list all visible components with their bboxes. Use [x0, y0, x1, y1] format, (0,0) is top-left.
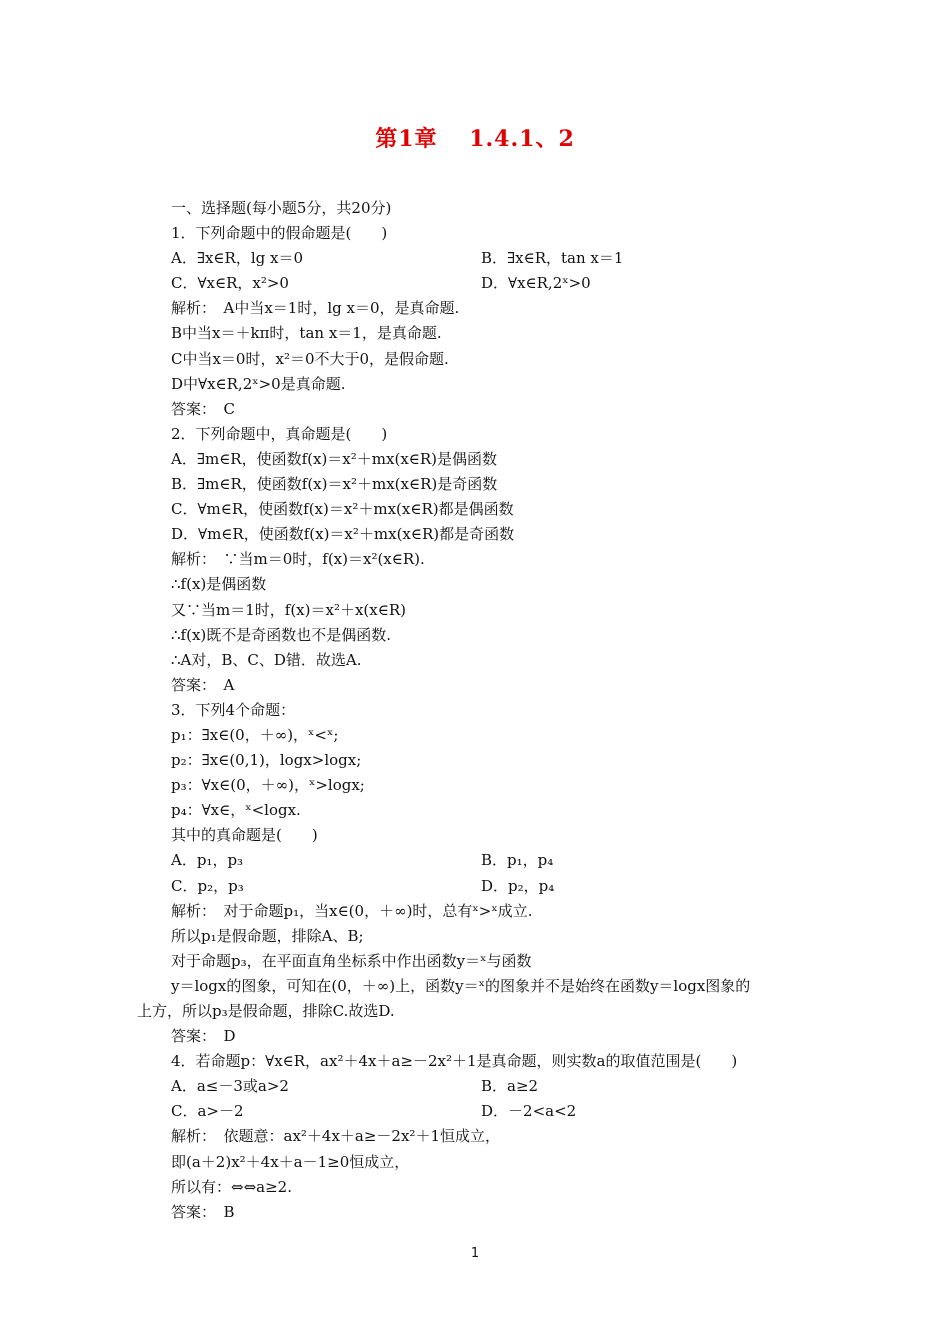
q2-option-a: A．∃m∈R，使函数f(x)＝x²＋mx(x∈R)是偶函数 [171, 449, 498, 468]
q3-proposition-p3: p₃：∀x∈(0，＋∞)，ˣ>logx; [171, 776, 365, 795]
q1-option-c: C．∀x∈R，x²>0 [171, 274, 289, 293]
q3-question: 其中的真命题是( ) [171, 826, 318, 845]
q1-option-d: D．∀x∈R,2ˣ>0 [481, 274, 591, 293]
q4-stem: 4．若命题p：∀x∈R，ax²＋4x＋a≥－2x²＋1是真命题，则实数a的取值范围是( ) [171, 1052, 738, 1071]
q1-answer: 答案： C [171, 399, 235, 418]
q1-solution-3: C中当x＝0时，x²＝0不大于0，是假命题. [171, 349, 449, 368]
q3-solution-4b: 上方，所以p₃是假命题，排除C.故选D. [137, 1002, 395, 1020]
q4-option-c: C．a>－2 [171, 1102, 244, 1121]
q3-solution-1: 解析： 对于命题p₁，当x∈(0，＋∞)时，总有ˣ>ˣ成立. [171, 901, 533, 920]
q2-solution-4: ∴f(x)既不是奇函数也不是偶函数. [171, 625, 392, 644]
section-heading: 一、选择题(每小题5分，共20分) [171, 199, 392, 217]
q4-options-cd [137, 1099, 817, 1124]
q1-solution-1: 解析： A中当x＝1时，lg x＝0，是真命题. [171, 299, 460, 318]
q3-stem: 3．下列4个命题： [171, 700, 296, 719]
page-number: 1 [470, 1246, 480, 1261]
q3-solution-2: 所以p₁是假命题，排除A、B; [171, 926, 364, 945]
q3-option-c: C．p₂，p₃ [171, 876, 244, 895]
q4-solution-1: 解析： 依题意：ax²＋4x＋a≥－2x²＋1恒成立， [171, 1127, 500, 1146]
q4-option-b: B．a≥2 [481, 1077, 539, 1096]
q4-option-d: D．－2<a<2 [481, 1102, 577, 1121]
q3-proposition-p4: p₄：∀x∈，ˣ<logx. [171, 801, 301, 820]
q2-option-c: C．∀m∈R，使函数f(x)＝x²＋mx(x∈R)都是偶函数 [171, 500, 514, 519]
q1-solution-2: B中当x＝＋kπ时，tan x＝1，是真命题. [171, 324, 442, 343]
q3-option-b: B．p₁，p₄ [481, 851, 554, 870]
q1-solution-4: D中∀x∈R,2ˣ>0是真命题. [171, 374, 346, 393]
page-title: 第1章 1.4.1、2 [375, 126, 575, 152]
q3-answer: 答案： D [171, 1027, 236, 1046]
q2-option-b: B．∃m∈R，使函数f(x)＝x²＋mx(x∈R)是奇函数 [171, 475, 498, 494]
document-body [137, 196, 817, 1225]
q1-options-cd [137, 271, 817, 296]
q3-options-ab [137, 848, 817, 873]
q1-options-ab [137, 246, 817, 271]
q2-solution-3: 又∵当m＝1时，f(x)＝x²＋x(x∈R) [171, 600, 406, 619]
q2-stem: 2．下列命题中，真命题是( ) [171, 424, 388, 443]
q4-answer: 答案： B [171, 1202, 235, 1221]
q2-solution-5: ∴A对，B、C、D错．故选A. [171, 650, 362, 669]
q3-proposition-p1: p₁：∃x∈(0，＋∞)，ˣ<ˣ; [171, 725, 339, 744]
q1-option-a: A．∃x∈R，lg x＝0 [171, 249, 303, 268]
q2-answer: 答案： A [171, 675, 235, 694]
q3-solution-4a: y＝logx的图象，可知在(0，＋∞)上，函数y＝ˣ的图象并不是始终在函数y＝logx图象的 [171, 976, 751, 995]
q2-solution-2: ∴f(x)是偶函数 [171, 575, 267, 594]
q2-option-d: D．∀m∈R，使函数f(x)＝x²＋mx(x∈R)都是奇函数 [171, 525, 515, 544]
q1-stem: 1．下列命题中的假命题是( ) [171, 224, 388, 243]
q2-solution-1: 解析： ∵当m＝0时，f(x)＝x²(x∈R). [171, 550, 425, 569]
q1-option-b: B．∃x∈R，tan x＝1 [481, 249, 624, 268]
q4-option-a: A．a≤－3或a>2 [171, 1077, 289, 1096]
q4-options-ab [137, 1074, 817, 1099]
q3-option-d: D．p₂，p₄ [481, 876, 555, 895]
q3-proposition-p2: p₂：∃x∈(0,1)，logx>logx; [171, 751, 362, 770]
q4-solution-3: 所以有：⇔⇔a≥2. [171, 1177, 292, 1196]
q3-option-a: A．p₁，p₃ [171, 851, 244, 870]
q3-solution-3: 对于命题p₃，在平面直角坐标系中作出函数y＝ˣ与函数 [171, 951, 532, 970]
q4-solution-2: 即(a＋2)x²＋4x＋a－1≥0恒成立， [171, 1152, 410, 1171]
q3-options-cd [137, 874, 817, 899]
